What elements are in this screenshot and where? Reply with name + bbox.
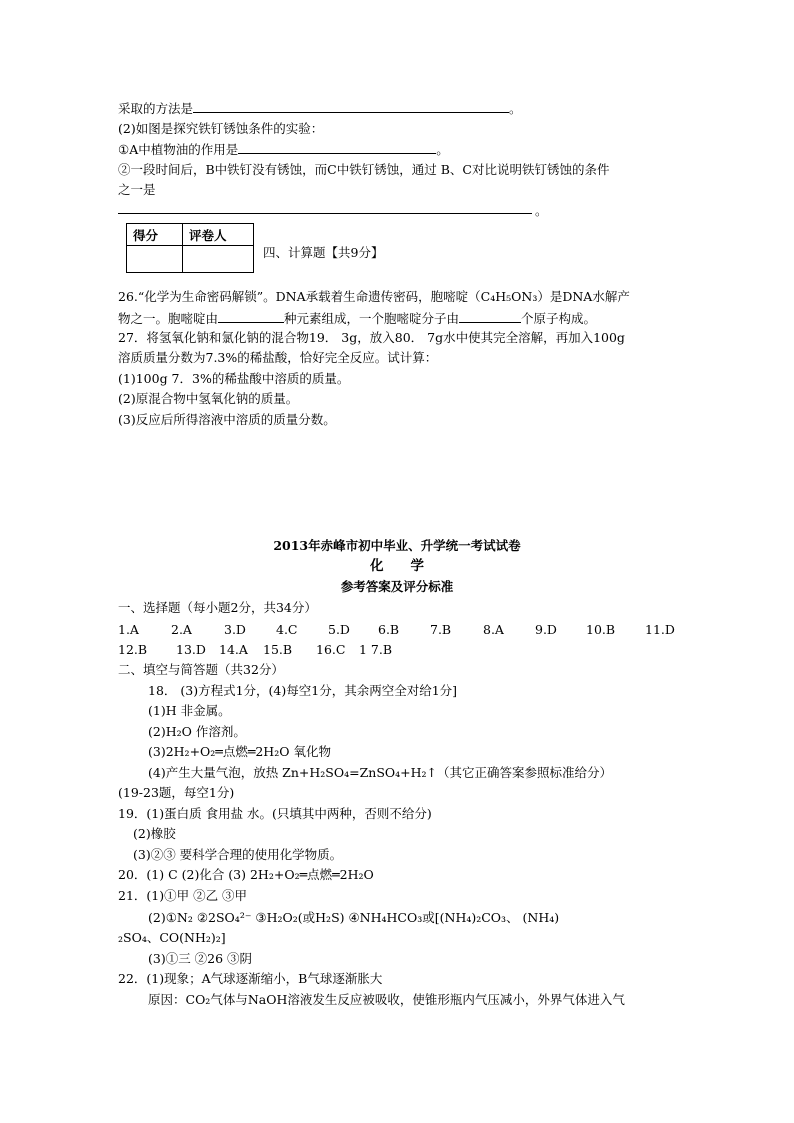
answer-item: 8.A xyxy=(483,622,504,637)
answer-item: 10.B xyxy=(586,622,616,637)
answer-blank xyxy=(238,141,436,154)
q19-1: 19．(1)蛋白质 食用盐 水。(只填其中两种，否则不给分) xyxy=(118,806,432,821)
answer-title: 2013年赤峰市初中毕业、升学统一考试试卷 xyxy=(273,538,521,553)
answer-item: 15.B xyxy=(263,642,293,657)
answer-blank xyxy=(193,100,509,113)
answer-subject: 化 学 xyxy=(370,558,424,574)
answer-item: 5.D xyxy=(328,622,350,637)
grader-cell xyxy=(183,246,254,273)
answers-row2 xyxy=(0,642,794,658)
answers-row1 xyxy=(0,622,794,638)
q22-1: 22．(1)现象；A气球逐渐缩小，B气球逐渐胀大 xyxy=(118,971,383,986)
q20: 20．(1) C (2)化合 (3) 2H₂+O₂═点燃═2H₂O xyxy=(118,867,374,882)
q26-line2: 物之一。胞嘧啶由 种元素组成，一个胞嘧啶分子由 个原子构成。 xyxy=(118,311,597,326)
q18-4: (4)产生大量气泡，放热 Zn+H₂SO₄=ZnSO₄+H₂↑（其它正确答案参照标准给分） xyxy=(148,765,613,780)
q19-23-note: (19-23题，每空1分) xyxy=(118,785,235,800)
answer-item: 2.A xyxy=(171,622,192,637)
q2b-line2: 之一是 xyxy=(118,182,156,197)
q26-line1: 26.“化学为生命密码解锁”。DNA承载着生命遗传密码，胞嘧啶（C₄H₅ON₃）是DNA水解产 xyxy=(118,289,630,304)
q21-1: 21．(1)①甲 ②乙 ③甲 xyxy=(118,888,248,903)
q21-3: (3)①三 ②26 ③阴 xyxy=(148,951,253,966)
score-header: 得分 xyxy=(127,224,183,246)
answer-item: 1.A xyxy=(118,622,139,637)
q19-2: (2)橡胶 xyxy=(133,826,176,841)
answer-item: 12.B xyxy=(118,642,148,657)
answer-item: 14.A xyxy=(219,642,248,657)
answer-blank xyxy=(459,310,521,323)
answer-item: 6.B xyxy=(378,622,400,637)
score-table xyxy=(126,223,254,273)
q21-2: (2)①N₂ ②2SO₄²⁻ ③H₂O₂(或H₂S) ④NH₄HCO₃或[(NH₄)₂CO₃、 (NH₄) xyxy=(148,910,560,925)
answer-item: 7.B xyxy=(430,622,452,637)
q22-2: 原因：CO₂气体与NaOH溶液发生反应被吸收，使锥形瓶内气压减小，外界气体进入气 xyxy=(148,992,625,1007)
grader-header: 评卷人 xyxy=(183,224,254,246)
answer-item: 9.D xyxy=(535,622,557,637)
q27-line1: 27．将氢氧化钠和氯化钠的混合物19． 3g，放入80． 7g水中使其完全溶解，再加入100g xyxy=(118,330,625,345)
q18-1: (1)H 非金属。 xyxy=(148,703,231,718)
q27-line2: 溶质质量分数为7.3%的稀盐酸，恰好完全反应。试计算： xyxy=(118,350,438,365)
q21-2b: ₂SO₄、CO(NH₂)₂] xyxy=(118,930,226,945)
q18-3: (3)2H₂+O₂═点燃═2H₂O 氧化物 xyxy=(148,744,331,759)
q27-sub1: (1)100g 7．3%的稀盐酸中溶质的质量。 xyxy=(118,371,350,386)
answer-item: 11.D xyxy=(645,622,675,637)
section4-title: 四、计算题【共9分】 xyxy=(263,245,384,260)
answer-rule xyxy=(118,213,532,214)
q18-2: (2)H₂O 作溶剂。 xyxy=(148,724,246,739)
q2b-line1: ②一段时间后，B中铁钉没有锈蚀，而C中铁钉锈蚀，通过 B、C对比说明铁钉锈蚀的条件 xyxy=(118,162,610,177)
q27-sub2: (2)原混合物中氢氧化钠的质量。 xyxy=(118,391,299,406)
q18-note: 18． (3)方程式1分，(4)每空1分，其余两空全对给1分] xyxy=(148,683,458,698)
score-cell xyxy=(127,246,183,273)
answer-subtitle: 参考答案及评分标准 xyxy=(340,579,454,594)
answer-item: 3.D xyxy=(224,622,246,637)
section1-title: 一、选择题（每小题2分，共34分） xyxy=(118,600,317,615)
q19-3: (3)②③ 要科学合理的使用化学物质。 xyxy=(133,847,343,862)
q2-intro: (2)如图是探究铁钉锈蚀条件的实验： xyxy=(118,121,324,136)
q2a-line: ①A中植物油的作用是 。 xyxy=(118,142,449,157)
answer-blank xyxy=(218,310,284,323)
q2b-end: 。 xyxy=(535,203,548,218)
answer-item: 4.C xyxy=(276,622,298,637)
section2-title: 二、填空与简答题（共32分） xyxy=(118,662,284,677)
method-line: 采取的方法是 。 xyxy=(118,101,522,116)
answer-item: 13.D xyxy=(176,642,206,657)
q27-sub3: (3)反应后所得溶液中溶质的质量分数。 xyxy=(118,412,336,427)
answer-item: 16.C xyxy=(316,642,346,657)
answer-item: 1 7.B xyxy=(359,642,393,657)
